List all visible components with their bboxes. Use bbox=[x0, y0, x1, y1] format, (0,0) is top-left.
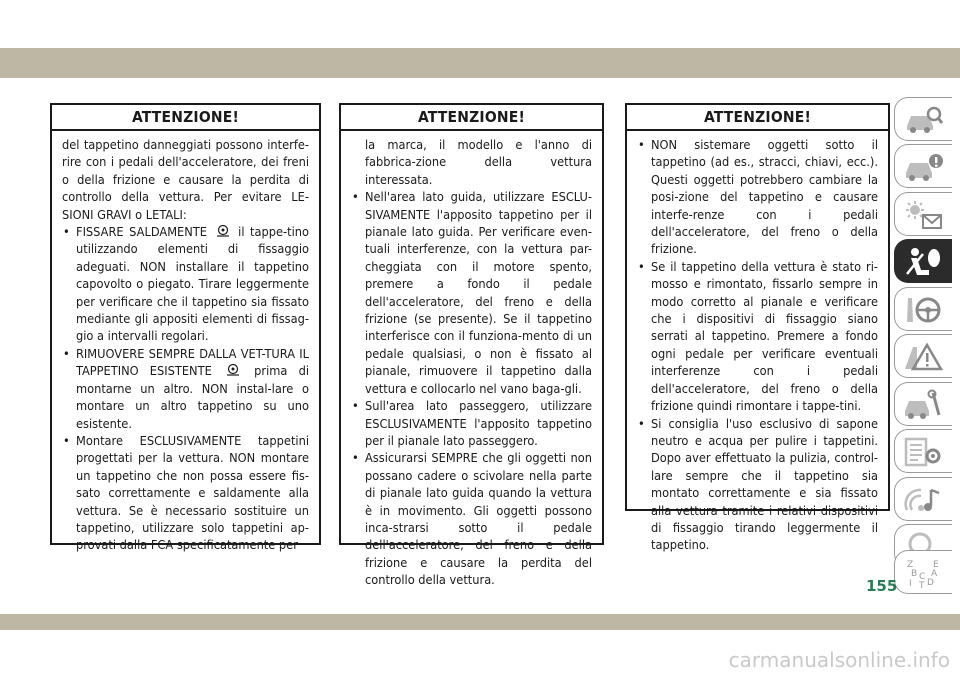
bullet-text: FISSARE SALDAMENTE bbox=[76, 224, 207, 240]
tab-alphabetical-index[interactable] bbox=[894, 550, 952, 594]
warning-intro: del tappetino danneggiati possono interfe-rire con i pedali dell'acceleratore, dei freni o della frizione e causare la perdita di controllo della vettura. Per evitare LE-SIONI GRAVI o LETALI: bbox=[62, 137, 309, 222]
tab-multimedia[interactable] bbox=[894, 477, 952, 521]
index-letter: C bbox=[919, 572, 926, 582]
car-search-icon bbox=[903, 104, 943, 136]
warning-list bbox=[351, 188, 592, 588]
multimedia-icon bbox=[903, 484, 943, 516]
warning-body bbox=[627, 131, 888, 560]
tab-car-wrench[interactable] bbox=[894, 382, 952, 426]
bullet-text: RIMUOVERE SEMPRE DALLA VET-TURA IL TAPPETINO ESISTENTE bbox=[76, 345, 309, 379]
list-item: • Se il tappetino della vettura è stato ri-mosso e rimontato, fissarlo sempre in modo corretto al pianale e verificare che i dispositivi di fissaggio siano serrati al tappetino. Premere a fondo ogni pedale per verificare eventuali interferenze con i pedali dell'acceleratore, del freno o della frizione quindi rimontare i tappe-tini. bbox=[637, 258, 878, 415]
list-item: • Assicurarsi SEMPRE che gli oggetti non possano cadere o scivolare nella parte di pianale lato guida quando la vettura è in movimento. Gli oggetti possono inca-strarsi sotto il pedale dell'acceleratore, del freno e della frizione e causare la perdita del controllo della vettura. bbox=[351, 449, 592, 588]
index-letter: I bbox=[909, 579, 912, 589]
list-item: • NON sistemare oggetti sotto il tappetino (ad es., stracci, chiavi, ecc.). Questi oggetti potrebbero cambiare la posi-zione del tappetino e causare interfe-renze con i pedali dell'acceleratore, del freno o della frizione. bbox=[637, 136, 878, 258]
tab-warning-lights[interactable] bbox=[894, 192, 952, 236]
tab-car-search[interactable] bbox=[894, 97, 952, 141]
steering-wheel-icon bbox=[903, 294, 943, 326]
header-band bbox=[0, 48, 960, 78]
floor-mat-anchor-icon bbox=[225, 363, 241, 377]
car-wrench-icon bbox=[903, 389, 943, 421]
road-warning-icon bbox=[903, 341, 943, 373]
tab-seat-airbag[interactable] bbox=[894, 239, 952, 283]
warning-list bbox=[637, 136, 878, 554]
footer-band bbox=[0, 614, 960, 630]
index-letter: T bbox=[919, 581, 925, 589]
warning-title: ATTENZIONE! bbox=[52, 105, 319, 131]
list-item: • Nell'area lato guida, utilizzare ESCLU-SIVAMENTE l'apposito tappetino per il pianale lato guida. Per verificare even-tuali interferenze, con la vettura par-cheggiata con il motore spento, premere a fondo il pedale dell'acceleratore, del freno e della frizione (se presente). Se il tappetino interferisce con il funziona-mento di un pedale qualsiasi, o non è fissato al pianale, rimuovere il tappetino dalla vettura e collocarlo nel vano baga-gli. bbox=[351, 188, 592, 397]
tab-car-info[interactable] bbox=[894, 144, 952, 188]
warning-body bbox=[52, 131, 319, 560]
index-letter: A bbox=[931, 569, 938, 579]
watermark: carmanualsonline.info bbox=[728, 648, 950, 672]
bullet-text: il tappe-tino utilizzando elementi di fissaggio adeguati. NON installare il tappetino capovolto o piegato. Tirare leggermente per verificare che il tappetino sia fissato mediante gli appositi elementi di fissag-gio a intervalli regolari. bbox=[76, 224, 310, 344]
list-item: • Si consiglia l'uso esclusivo di sapone neutro e acqua per pulire i tappetini. Dopo aver effettuato la pulizia, control-lare sempre che il tappetino sia montato correttamente e sia fissato alla vettura tramite i relativi dispositivi di fissaggio tirando leggermente il tappetino. bbox=[637, 415, 878, 554]
index-letter: B bbox=[911, 569, 918, 579]
warning-box-3 bbox=[625, 103, 890, 553]
bullet-text: prima di montarne un altro. NON instal-lare o montare un altro tappetino su uno esistente. bbox=[76, 363, 309, 431]
warning-title: ATTENZIONE! bbox=[627, 105, 888, 131]
warning-box-1 bbox=[50, 103, 321, 553]
index-letter: D bbox=[927, 578, 934, 588]
tab-road-warning[interactable] bbox=[894, 334, 952, 378]
index-letter: Z bbox=[907, 560, 914, 570]
seat-airbag-icon bbox=[903, 246, 943, 278]
index-letter: E bbox=[933, 560, 939, 570]
car-info-icon bbox=[903, 151, 943, 183]
specs-gear-icon bbox=[903, 436, 943, 468]
list-item bbox=[62, 345, 309, 432]
continued-text: la marca, il modello e l'anno di fabbrica-zione della vettura interessata. bbox=[365, 137, 592, 187]
tab-specs-gear[interactable] bbox=[894, 429, 952, 473]
list-item bbox=[62, 223, 309, 345]
warning-box-2 bbox=[339, 103, 604, 588]
warning-body bbox=[341, 131, 602, 595]
floor-mat-anchor-icon bbox=[215, 224, 231, 238]
list-item: • Sull'area lato passeggero, utilizzare ESCLUSIVAMENTE l'apposito tappetino per il pianale lato passeggero. bbox=[351, 397, 592, 449]
warning-list bbox=[62, 223, 309, 554]
list-item: • Montare ESCLUSIVAMENTE tappetini progettati per la vettura. NON montare un tappetino che non possa essere fis-sato correttamente e saldamente alla vettura. Se è necessario sostituire un tappetino, utilizzare solo tappetini ap-provati dalla FCA specificatamente per bbox=[62, 432, 309, 554]
tab-steering-wheel[interactable] bbox=[894, 287, 952, 331]
warning-lights-icon bbox=[903, 199, 943, 231]
warning-title: ATTENZIONE! bbox=[341, 105, 602, 131]
alphabetical-index-icon bbox=[903, 557, 943, 589]
page-number: 155 bbox=[866, 577, 898, 595]
